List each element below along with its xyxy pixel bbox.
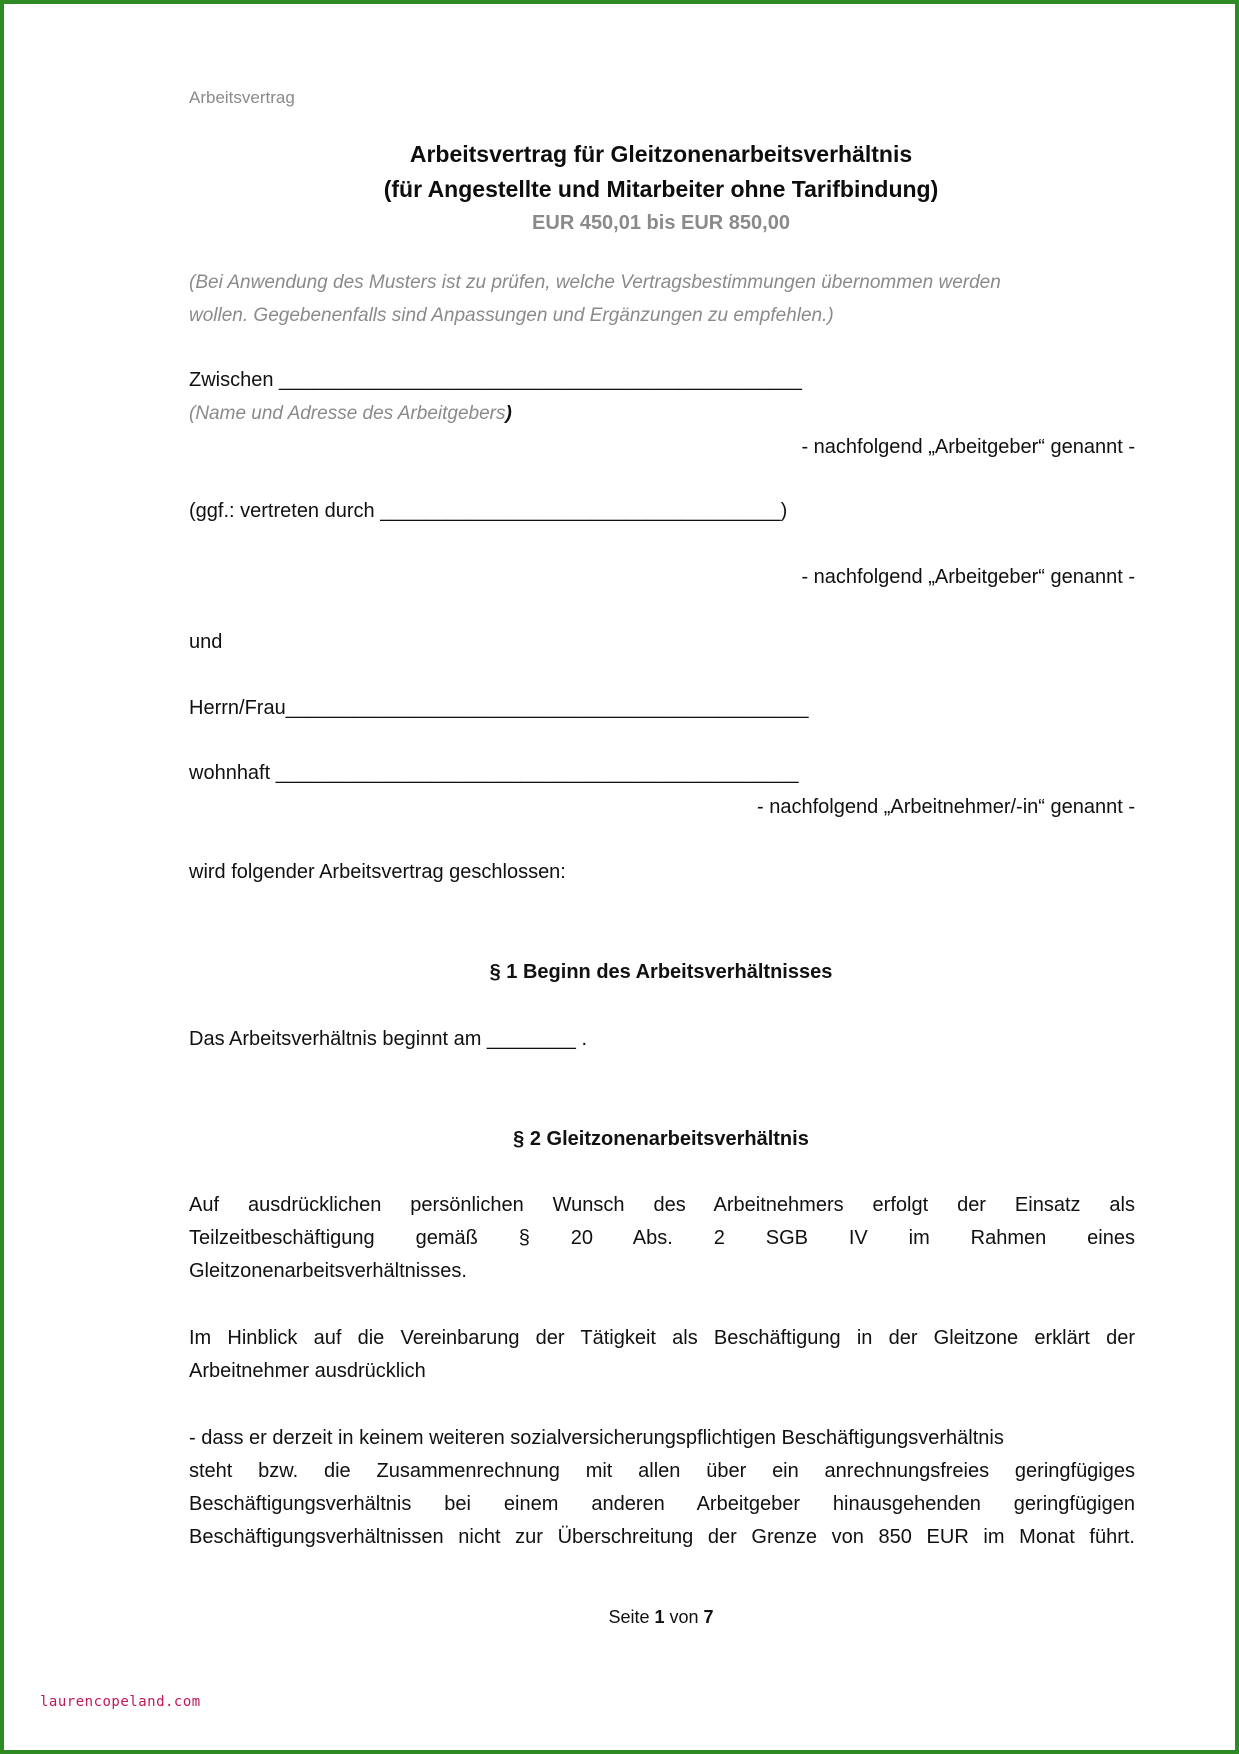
paragraph-line: Teilzeitbeschäftigung gemäß § 20 Abs. 2 SGB IV im Rahmen eines bbox=[189, 1227, 1135, 1249]
paragraph-part-time bbox=[189, 1189, 1135, 1288]
document-subtitle: (für Angestellte und Mitarbeiter ohne Tarifbindung) bbox=[383, 176, 939, 202]
paragraph-line: - dass er derzeit in keinem weiteren sozialversicherungspflichtigen Beschäftigungsverhältnis bbox=[189, 1427, 1004, 1449]
footer-page-number: 1 bbox=[654, 1607, 665, 1627]
document-title: Arbeitsvertrag für Gleitzonenarbeitsverhältnis bbox=[409, 141, 913, 167]
footer-prefix: Seite bbox=[608, 1607, 655, 1627]
footer-total-pages: 7 bbox=[703, 1607, 714, 1627]
paragraph-line: Im Hinblick auf die Vereinbarung der Tätigkeit als Beschäftigung in der Gleitzone erklärt der bbox=[189, 1327, 1135, 1349]
employer-hint bbox=[189, 403, 512, 425]
usage-note-line: wollen. Gegebenenfalls sind Anpassungen und Ergänzungen zu empfehlen.) bbox=[189, 305, 834, 326]
employer-designation: - nachfolgend „Arbeitgeber“ genannt - bbox=[801, 436, 1135, 458]
start-date-field: Das Arbeitsverhältnis beginnt am ________ . bbox=[189, 1028, 588, 1050]
paragraph-line: Arbeitnehmer ausdrücklich bbox=[189, 1360, 426, 1382]
header-label: Arbeitsvertrag bbox=[189, 88, 295, 107]
paragraph-line: Auf ausdrücklichen persönlichen Wunsch des Arbeitnehmers erfolgt der Einsatz als bbox=[189, 1194, 1135, 1216]
section-2-heading: § 2 Gleitzonenarbeitsverhältnis bbox=[513, 1128, 809, 1150]
represented-by-field: (ggf.: vertreten durch ____________________________________) bbox=[189, 500, 788, 522]
footer-middle: von bbox=[664, 1607, 704, 1627]
salary-range: EUR 450,01 bis EUR 850,00 bbox=[532, 212, 790, 234]
employer-hint-paren: ) bbox=[505, 403, 512, 424]
paragraph-line: Beschäftigungsverhältnis bei einem anderen Arbeitgeber hinausgehenden geringfügigen bbox=[189, 1493, 1135, 1515]
employee-name-field: Herrn/Frau_______________________________________________ bbox=[189, 697, 809, 719]
contract-concluded-text: wird folgender Arbeitsvertrag geschlossen: bbox=[189, 861, 566, 883]
paragraph-line: Beschäftigungsverhältnissen nicht zur Überschreitung der Grenze von 850 EUR im Monat führt. bbox=[189, 1526, 1135, 1548]
section-1-heading: § 1 Beginn des Arbeitsverhältnisses bbox=[489, 961, 833, 983]
employee-address-field: wohnhaft _______________________________________________ bbox=[189, 762, 799, 784]
and-text: und bbox=[189, 631, 223, 653]
watermark: laurencopeland.com bbox=[40, 1694, 201, 1710]
paragraph-line: Gleitzonenarbeitsverhältnisses. bbox=[189, 1260, 467, 1282]
page-footer bbox=[0, 1607, 1239, 1628]
paragraph-no-other-employment bbox=[189, 1422, 1135, 1554]
employer-designation-2: - nachfolgend „Arbeitgeber“ genannt - bbox=[801, 566, 1135, 588]
between-employer-field: Zwischen _______________________________________________ bbox=[189, 369, 802, 391]
usage-note-line: (Bei Anwendung des Musters ist zu prüfen, welche Vertragsbestimmungen übernommen werden bbox=[189, 272, 1001, 293]
paragraph-declaration bbox=[189, 1322, 1135, 1388]
employee-designation: - nachfolgend „Arbeitnehmer/-in“ genannt - bbox=[757, 796, 1135, 818]
employer-hint-text: (Name und Adresse des Arbeitgebers bbox=[189, 403, 506, 424]
paragraph-line: steht bzw. die Zusammenrechnung mit allen über ein anrechnungsfreies geringfügiges bbox=[189, 1460, 1135, 1482]
